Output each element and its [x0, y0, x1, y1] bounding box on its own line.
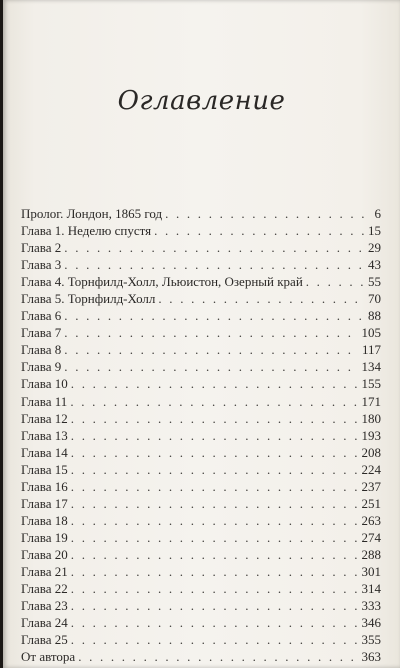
toc-entry-page-number: 193	[361, 427, 381, 443]
toc-entry-label: Глава 14	[21, 444, 68, 460]
toc-entry	[21, 648, 381, 665]
table-of-contents	[21, 205, 381, 665]
toc-entry-page-number: 134	[361, 359, 381, 375]
toc-entry-page-number: 263	[361, 512, 381, 528]
toc-entry-label: Глава 21	[21, 563, 68, 579]
toc-entry	[21, 495, 381, 512]
toc-entry	[21, 256, 381, 273]
dot-leader	[158, 290, 365, 307]
toc-entry-page-number: 105	[361, 325, 381, 341]
toc-entry-label: Глава 17	[21, 495, 68, 511]
toc-entry	[21, 324, 381, 341]
dot-leader	[71, 597, 359, 614]
toc-entry	[21, 273, 381, 290]
dot-leader	[71, 410, 359, 427]
toc-entry-label: Глава 15	[21, 461, 68, 477]
toc-entry-label: Глава 24	[21, 615, 68, 631]
toc-entry-page-number: 55	[368, 274, 381, 290]
dot-leader	[70, 393, 358, 410]
toc-entry-page-number: 88	[368, 308, 381, 324]
dot-leader	[78, 648, 358, 665]
toc-entry-label: Глава 10	[21, 376, 68, 392]
toc-entry-page-number: 29	[368, 240, 381, 256]
toc-entry	[21, 478, 381, 495]
toc-entry-page-number: 117	[361, 342, 381, 358]
toc-entry-label: Глава 4. Торнфилд-Холл, Льюистон, Озерный край	[21, 274, 303, 290]
toc-entry-page-number: 274	[361, 529, 381, 545]
toc-entry	[21, 341, 381, 358]
toc-entry	[21, 239, 381, 256]
toc-entry-label: Глава 9	[21, 359, 62, 375]
toc-entry-label: Глава 11	[21, 393, 68, 409]
dot-leader	[71, 375, 359, 392]
toc-entry	[21, 597, 381, 614]
dot-leader	[71, 495, 359, 512]
toc-entry-label: Глава 16	[21, 478, 68, 494]
dot-leader	[154, 222, 365, 239]
toc-entry	[21, 563, 381, 580]
dot-leader	[64, 239, 365, 256]
toc-entry-label: Глава 20	[21, 546, 68, 562]
toc-entry-page-number: 355	[361, 632, 381, 648]
toc-entry	[21, 580, 381, 597]
page-title: Оглавление	[117, 86, 286, 116]
toc-entry-label: От автора	[21, 649, 76, 665]
toc-entry-page-number: 6	[374, 206, 381, 221]
toc-entry	[21, 631, 381, 648]
toc-entry-label: Глава 1. Неделю спустя	[21, 223, 152, 239]
toc-entry	[21, 512, 381, 529]
dot-leader	[64, 307, 365, 324]
toc-entry-label: Глава 18	[21, 512, 68, 528]
dot-leader	[71, 512, 359, 529]
toc-entry	[21, 546, 381, 563]
book-page	[3, 0, 400, 668]
toc-entry-label: Глава 3	[21, 257, 62, 273]
toc-entry-label: Глава 8	[21, 342, 62, 358]
toc-entry	[21, 461, 381, 478]
dot-leader	[71, 614, 359, 631]
dot-leader	[71, 563, 359, 580]
dot-leader	[306, 273, 365, 290]
toc-entry-page-number: 224	[361, 461, 381, 477]
toc-entry	[21, 358, 381, 375]
toc-entry-label: Глава 19	[21, 529, 68, 545]
dot-leader	[165, 205, 371, 222]
dot-leader	[71, 427, 359, 444]
dot-leader	[71, 478, 359, 495]
toc-entry	[21, 410, 381, 427]
toc-entry-page-number: 333	[361, 598, 381, 614]
toc-entry-page-number: 155	[361, 376, 381, 392]
dot-leader	[64, 341, 359, 358]
dot-leader	[71, 529, 359, 546]
dot-leader	[71, 444, 359, 461]
toc-entry	[21, 222, 381, 239]
toc-entry-page-number: 251	[361, 495, 381, 511]
toc-entry	[21, 290, 381, 307]
toc-entry-page-number: 237	[361, 478, 381, 494]
toc-entry-page-number: 301	[361, 563, 381, 579]
dot-leader	[64, 256, 365, 273]
toc-entry-page-number: 346	[361, 615, 381, 631]
toc-entry-page-number: 70	[368, 291, 381, 307]
dot-leader	[64, 358, 358, 375]
toc-entry-label: Глава 2	[21, 240, 62, 256]
toc-entry	[21, 307, 381, 324]
toc-entry-label: Глава 22	[21, 581, 68, 597]
toc-entry-page-number: 171	[361, 393, 381, 409]
toc-entry-label: Глава 7	[21, 325, 62, 341]
dot-leader	[71, 546, 359, 563]
toc-entry-page-number: 180	[361, 410, 381, 426]
toc-entry-label: Глава 5. Торнфилд-Холл	[21, 291, 156, 307]
toc-entry-label: Глава 12	[21, 410, 68, 426]
toc-entry	[21, 375, 381, 392]
toc-entry-label: Пролог. Лондон, 1865 год	[21, 206, 163, 221]
toc-entry-page-number: 363	[361, 649, 381, 665]
toc-entry-page-number: 288	[361, 546, 381, 562]
toc-entry-page-number: 43	[368, 257, 381, 273]
dot-leader	[71, 461, 359, 478]
toc-entry	[21, 393, 381, 410]
toc-entry	[21, 427, 381, 444]
toc-entry-page-number: 15	[368, 223, 381, 239]
toc-entry-label: Глава 6	[21, 308, 62, 324]
toc-entry-page-number: 208	[361, 444, 381, 460]
dot-leader	[71, 631, 359, 648]
toc-entry-label: Глава 23	[21, 598, 68, 614]
dot-leader	[64, 324, 358, 341]
toc-entry-page-number: 314	[361, 581, 381, 597]
toc-entry	[21, 205, 381, 222]
toc-entry	[21, 529, 381, 546]
toc-entry-label: Глава 25	[21, 632, 68, 648]
toc-entry	[21, 444, 381, 461]
toc-entry-label: Глава 13	[21, 427, 68, 443]
toc-entry	[21, 614, 381, 631]
dot-leader	[71, 580, 359, 597]
